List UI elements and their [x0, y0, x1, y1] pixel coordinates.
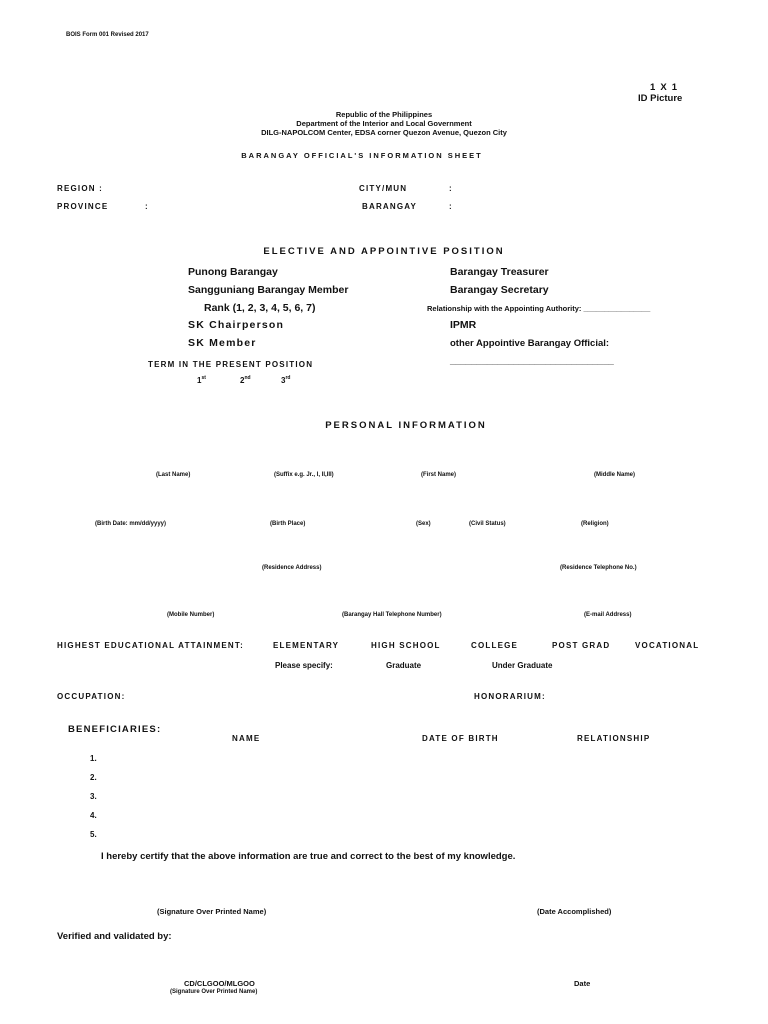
sk-member: SK Member — [188, 337, 257, 349]
education-college: COLLEGE — [471, 641, 519, 650]
beneficiaries-col-relationship: RELATIONSHIP — [577, 734, 651, 743]
punong-barangay: Punong Barangay — [188, 266, 278, 278]
education-vocational: VOCATIONAL — [635, 641, 700, 650]
term-second: 2nd — [240, 375, 251, 385]
beneficiary-number: 4. — [90, 811, 97, 820]
date-accomplished-label: (Date Accomplished) — [537, 907, 612, 916]
education-graduate: Graduate — [386, 661, 422, 670]
barangay-label: BARANGAY — [362, 202, 418, 211]
signature-label: (Signature Over Printed Name) — [157, 907, 267, 916]
barangay-secretary: Barangay Secretary — [450, 284, 549, 296]
term-first: 1st — [197, 375, 206, 385]
civil-status-label: (Civil Status) — [469, 521, 506, 527]
relationship-authority: Relationship with the Appointing Authority: ________________ — [427, 304, 651, 313]
city-mun-colon: : — [449, 184, 452, 193]
beneficiary-number: 3. — [90, 792, 97, 801]
certify-statement: I hereby certify that the above information are true and correct to the best of my knowledge. — [101, 851, 516, 862]
sk-chairperson: SK Chairperson — [188, 319, 285, 331]
beneficiaries-col-name: NAME — [232, 734, 261, 743]
middle-name-label: (Middle Name) — [594, 472, 636, 478]
sangguniang-member: Sangguniang Barangay Member — [188, 284, 349, 296]
education-under-graduate: Under Graduate — [492, 661, 553, 670]
other-appointive-line: _______________________________ — [450, 356, 614, 367]
other-appointive: other Appointive Barangay Official: — [450, 338, 610, 349]
beneficiary-number: 2. — [90, 773, 97, 782]
province-label: PROVINCE — [57, 202, 109, 211]
id-picture-label: ID Picture — [638, 93, 683, 104]
term-third: 3rd — [281, 375, 291, 385]
beneficiary-number: 5. — [90, 830, 97, 839]
email-label: (E-mail Address) — [584, 612, 632, 618]
beneficiary-number: 1. — [90, 754, 97, 763]
education-label: HIGHEST EDUCATIONAL ATTAINMENT: — [57, 641, 244, 650]
suffix-label: (Suffix e.g. Jr., I, II,III) — [274, 472, 334, 478]
rank: Rank (1, 2, 3, 4, 5, 6, 7) — [204, 302, 316, 314]
ipmr: IPMR — [450, 319, 477, 331]
first-name-label: (First Name) — [421, 472, 457, 478]
clgoo-signature-label: (Signature Over Printed Name) — [170, 989, 258, 995]
birth-date-label: (Birth Date: mm/dd/yyyy) — [95, 521, 167, 527]
residence-address-label: (Residence Address) — [262, 565, 322, 571]
sex-label: (Sex) — [416, 521, 431, 527]
beneficiaries-col-dob: DATE OF BIRTH — [422, 734, 499, 743]
city-mun-label: CITY/MUN — [359, 184, 408, 193]
mobile-label: (Mobile Number) — [167, 612, 215, 618]
hall-tel-label: (Barangay Hall Telephone Number) — [342, 612, 442, 618]
id-picture-size: 1 X 1 — [650, 82, 679, 93]
education-post-grad: POST GRAD — [552, 641, 611, 650]
province-colon: : — [145, 202, 148, 211]
term-title: TERM IN THE PRESENT POSITION — [148, 360, 314, 369]
residence-tel-label: (Residence Telephone No.) — [560, 565, 637, 571]
header-address: DILG-NAPOLCOM Center, EDSA corner Quezon Avenue, Quezon City — [261, 128, 507, 137]
last-name-label: (Last Name) — [156, 472, 191, 478]
sheet-title: BARANGAY OFFICIAL'S INFORMATION SHEET — [241, 151, 483, 160]
form-code: BOIS Form 001 Revised 2017 — [66, 32, 149, 38]
occupation-label: OCCUPATION: — [57, 692, 126, 701]
region-label: REGION : — [57, 184, 104, 193]
barangay-treasurer: Barangay Treasurer — [450, 266, 549, 278]
religion-label: (Religion) — [581, 521, 609, 527]
verified-label: Verified and validated by: — [57, 931, 172, 942]
clgoo-label: CD/CLGOO/MLGOO — [184, 979, 255, 988]
positions-title: ELECTIVE AND APPOINTIVE POSITION — [263, 246, 505, 257]
honorarium-label: HONORARIUM: — [474, 692, 546, 701]
birth-place-label: (Birth Place) — [270, 521, 306, 527]
education-elementary: ELEMENTARY — [273, 641, 340, 650]
date-label: Date — [574, 979, 591, 988]
beneficiaries-label: BENEFICIARIES: — [68, 724, 162, 735]
header-republic: Republic of the Philippines — [335, 110, 433, 119]
header-department: Department of the Interior and Local Government — [296, 119, 472, 128]
barangay-colon: : — [449, 202, 452, 211]
personal-title: PERSONAL INFORMATION — [325, 420, 487, 431]
please-specify: Please specify: — [275, 661, 333, 670]
education-high-school: HIGH SCHOOL — [371, 641, 441, 650]
